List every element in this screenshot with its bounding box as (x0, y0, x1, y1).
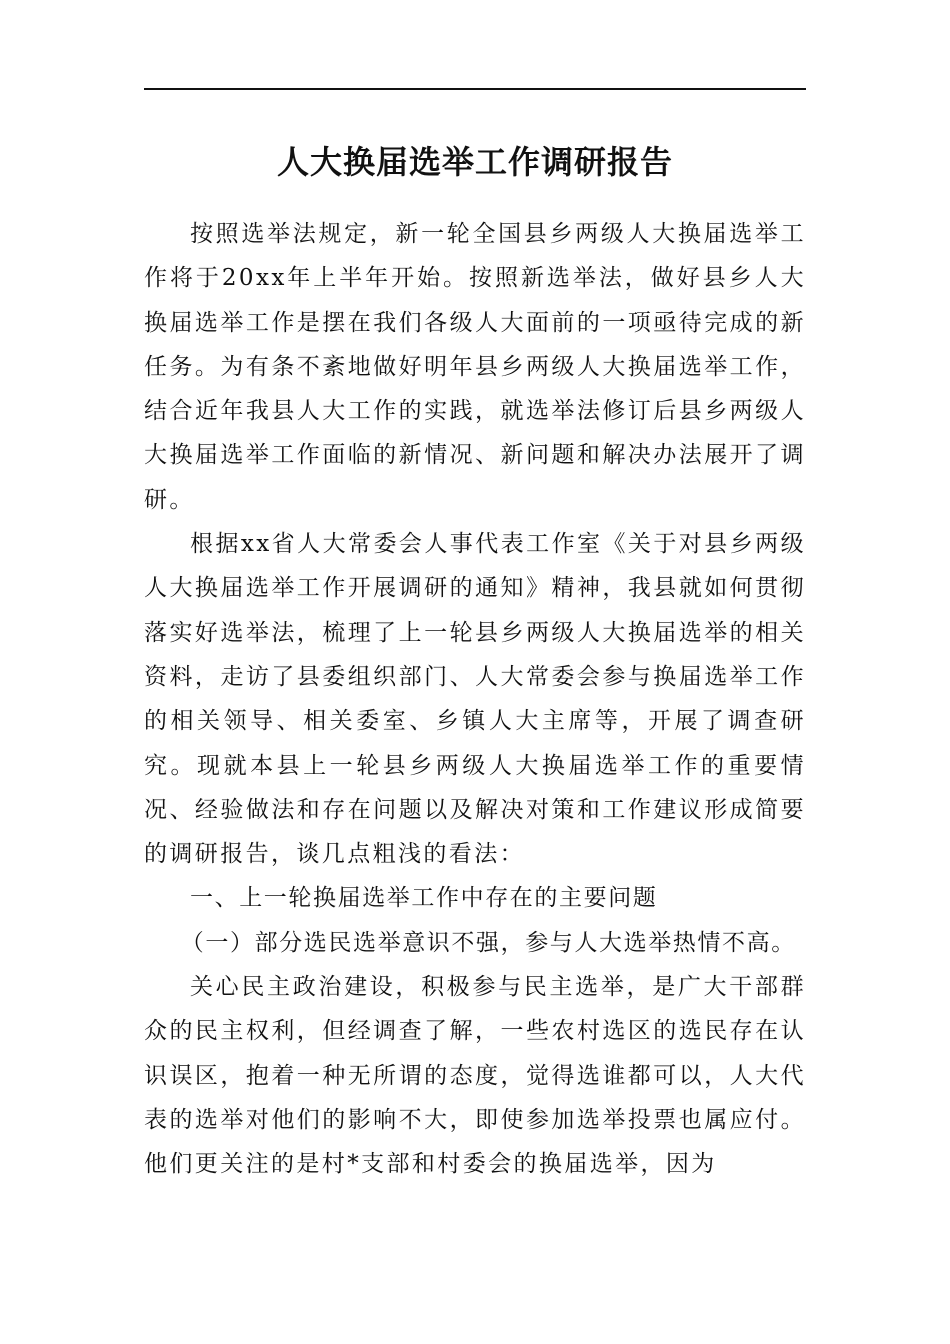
subsection-heading: （一）部分选民选举意识不强，参与人大选举热情不高。 (180, 929, 796, 956)
document-body (144, 212, 806, 1187)
paragraph-intro: 按照选举法规定，新一轮全国县乡两级人大换届选举工作将于20xx年上半年开始。按照新选举法，做好县乡人大换届选举工作是摆在我们各级人大面前的一项亟待完成的新任务。为有条不紊地做好明年县乡两级人大换届选举工作，结合近年我县人大工作的实践，就选举法修订后县乡两级人大换届选举工作面临的新情况、新问题和解决办法展开了调研。 (144, 221, 806, 513)
paragraph-background: 根据xx省人大常委会人事代表工作室《关于对县乡两级人大换届选举工作开展调研的通知》精神，我县就如何贯彻落实好选举法，梳理了上一轮县乡两级人大换届选举的相关资料，走访了县委组织部门、人大常委会参与换届选举工作的相关领导、相关委室、乡镇人大主席等，开展了调查研究。现就本县上一轮县乡两级人大换届选举工作的重要情况、经验做法和存在问题以及解决对策和工作建议形成简要的调研报告，谈几点粗浅的看法： (144, 531, 806, 868)
section-heading: 一、上一轮换届选举工作中存在的主要问题 (190, 885, 658, 912)
document-title: 人大换届选举工作调研报告 (276, 143, 673, 181)
header-rule (144, 88, 806, 90)
paragraph-problem: 关心民主政治建设，积极参与民主选举，是广大干部群众的民主权利，但经调查了解，一些农村选区的选民存在认识误区，抱着一种无所谓的态度，觉得选谁都可以，人大代表的选举对他们的影响不大，即使参加选举投票也属应付。他们更关注的是村*支部和村委会的换届选举，因为 (144, 974, 806, 1178)
